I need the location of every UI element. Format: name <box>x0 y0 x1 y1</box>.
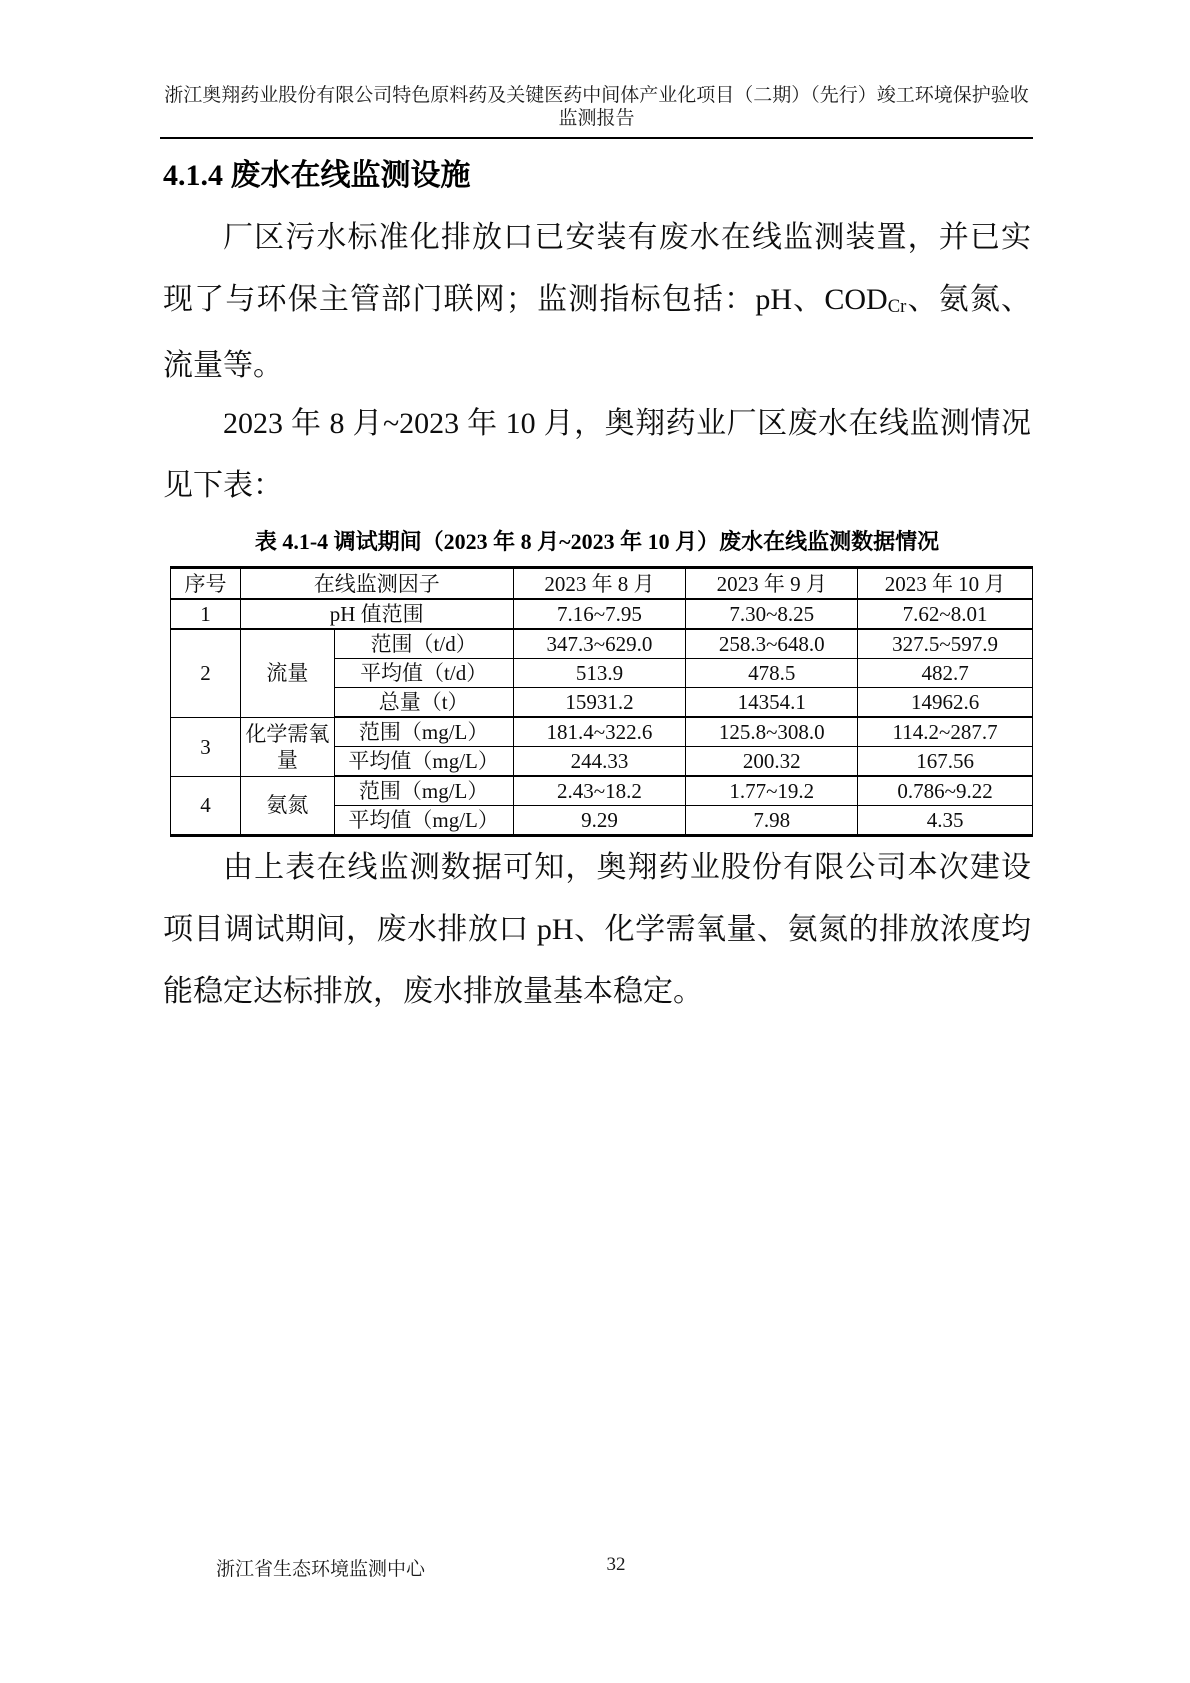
cell-flow-range-aug: 347.3~629.0 <box>513 629 686 659</box>
cell-cod-range-label: 范围（mg/L） <box>334 717 513 747</box>
cell-ph-sep: 7.30~8.25 <box>686 599 858 629</box>
cell-nh3-avg-label: 平均值（mg/L） <box>334 806 513 836</box>
cell-cod-range-aug: 181.4~322.6 <box>513 717 686 747</box>
table-row-flow-range <box>171 629 1033 659</box>
paragraph-period-intro: 2023 年 8 月~2023 年 10 月，奥翔药业厂区废水在线监测情况见下表： <box>163 407 1031 502</box>
cell-flow-range-oct: 327.5~597.9 <box>858 629 1033 659</box>
cell-flow-range-sep: 258.3~648.0 <box>686 629 858 659</box>
cell-flow-avg-label: 平均值（t/d） <box>334 659 513 688</box>
cell-flow-avg-aug: 513.9 <box>513 659 686 688</box>
cell-cod-range-sep: 125.8~308.0 <box>686 717 858 747</box>
running-header <box>160 84 1033 139</box>
header-cell-oct: 2023 年 10 月 <box>858 568 1033 600</box>
header-cell-no: 序号 <box>171 568 241 600</box>
cell-flow-no: 2 <box>171 629 241 717</box>
table-row-nh3-range <box>171 776 1033 806</box>
cell-flow-total-aug: 15931.2 <box>513 688 686 718</box>
cell-cod-avg-aug: 244.33 <box>513 747 686 777</box>
cell-nh3-avg-sep: 7.98 <box>686 806 858 836</box>
cell-flow-avg-sep: 478.5 <box>686 659 858 688</box>
cell-nh3-avg-aug: 9.29 <box>513 806 686 836</box>
header-cell-aug: 2023 年 8 月 <box>513 568 686 600</box>
running-header-line2: 监测报告 <box>558 108 635 129</box>
cell-nh3-range-label: 范围（mg/L） <box>334 776 513 806</box>
cell-ph-oct: 7.62~8.01 <box>858 599 1033 629</box>
table-row-ph <box>171 599 1033 629</box>
footer-organization: 浙江省生态环境监测中心 <box>216 1559 426 1580</box>
paragraph-1-tail: 、氨氮、流量等。 <box>163 283 1031 382</box>
cell-flow-range-label: 范围（t/d） <box>334 629 513 659</box>
cell-ph-factor: pH 值范围 <box>240 599 513 629</box>
cell-nh3-avg-oct: 4.35 <box>858 806 1033 836</box>
cell-nh3-range-aug: 2.43~18.2 <box>513 776 686 806</box>
cell-nh3-name: 氨氮 <box>240 776 334 836</box>
online-monitoring-data-table <box>170 566 1033 837</box>
cod-subscript: Cr <box>887 296 907 318</box>
cell-nh3-range-sep: 1.77~19.2 <box>686 776 858 806</box>
cell-ph-no: 1 <box>171 599 241 629</box>
cell-cod-avg-oct: 167.56 <box>858 747 1033 777</box>
table-header-row <box>171 568 1033 600</box>
cell-cod-no: 3 <box>171 717 241 776</box>
cell-flow-total-oct: 14962.6 <box>858 688 1033 718</box>
section-heading: 4.1.4 废水在线监测设施 <box>163 159 471 192</box>
cell-cod-avg-sep: 200.32 <box>686 747 858 777</box>
footer-page-number: 32 <box>606 1554 626 1575</box>
header-cell-factor: 在线监测因子 <box>240 568 513 600</box>
table-caption: 表 4.1-4 调试期间（2023 年 8 月~2023 年 10 月）废水在线监测数据情况 <box>254 529 940 554</box>
cell-nh3-range-oct: 0.786~9.22 <box>858 776 1033 806</box>
running-header-line1: 浙江奥翔药业股份有限公司特色原料药及关键医药中间体产业化项目（二期）（先行）竣工环境保护验收 <box>164 85 1029 106</box>
cell-nh3-no: 4 <box>171 776 241 836</box>
cell-cod-avg-label: 平均值（mg/L） <box>334 747 513 777</box>
table-row-cod-range <box>171 717 1033 747</box>
cell-flow-total-label: 总量（t） <box>334 688 513 718</box>
cell-cod-name: 化学需氧量 <box>240 717 334 776</box>
paragraph-conclusion: 由上表在线监测数据可知，奥翔药业股份有限公司本次建设项目调试期间，废水排放口 pH、化学需氧量、氨氮的排放浓度均能稳定达标排放，废水排放量基本稳定。 <box>163 851 1031 1008</box>
paragraph-monitoring-device <box>163 207 1031 397</box>
cell-flow-avg-oct: 482.7 <box>858 659 1033 688</box>
cell-cod-range-oct: 114.2~287.7 <box>858 717 1033 747</box>
cell-flow-total-sep: 14354.1 <box>686 688 858 718</box>
header-cell-sep: 2023 年 9 月 <box>686 568 858 600</box>
cell-ph-aug: 7.16~7.95 <box>513 599 686 629</box>
cell-flow-name: 流量 <box>240 629 334 717</box>
paragraph-1-text: 厂区污水标准化排放口已安装有废水在线监测装置，并已实现了与环保主管部门联网；监测指标包括：pH、COD <box>163 221 1031 316</box>
